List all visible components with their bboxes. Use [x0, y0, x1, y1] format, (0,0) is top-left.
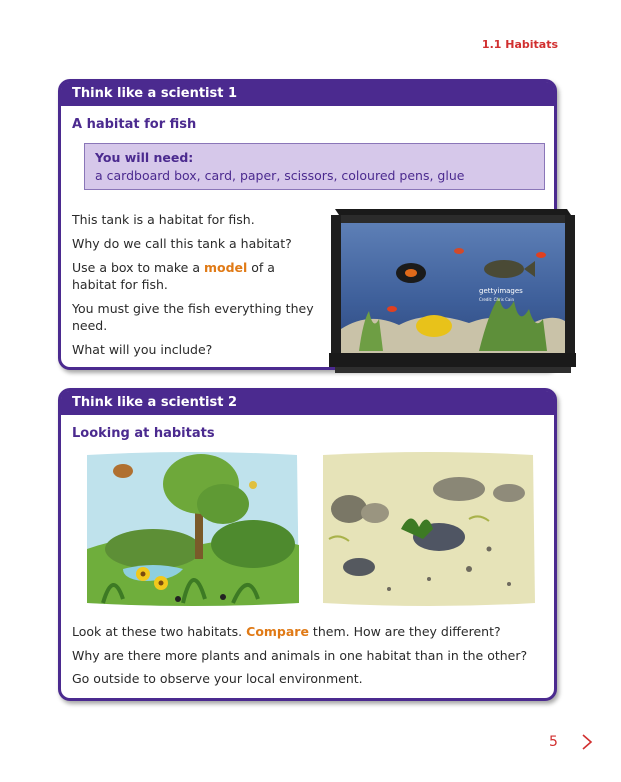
pond-habitat-image [83, 449, 301, 609]
activity-2-line-3: Go outside to observe your local environment. [72, 671, 363, 686]
activity-2-text [72, 623, 527, 694]
activity-1-line-4: You must give the fish everything they need. [72, 301, 314, 333]
activity-2-title: Think like a scientist 2 [61, 391, 554, 415]
habitat-images [83, 449, 539, 609]
image-credit: Credit: Chris Cain [479, 297, 514, 302]
section-tag: 1.1 Habitats [481, 38, 558, 51]
materials-list: a cardboard box, card, paper, scissors, coloured pens, glue [95, 168, 465, 183]
activity-1-line-1: This tank is a habitat for fish. [72, 212, 255, 227]
activity-1-subtitle: A habitat for fish [72, 117, 197, 132]
activity-1-title: Think like a scientist 1 [61, 82, 554, 106]
activity-2-subtitle: Looking at habitats [72, 426, 215, 441]
dry-habitat-image [319, 449, 537, 609]
materials-title: You will need: [95, 150, 194, 165]
activity-box-1 [58, 79, 557, 370]
watermark: gettyimages [479, 287, 523, 295]
activity-1-text [72, 211, 317, 365]
keyword-compare[interactable]: Compare [246, 624, 309, 639]
materials-box [84, 143, 545, 190]
keyword-model[interactable]: model [203, 260, 248, 275]
page-number: 5 [549, 734, 558, 750]
activity-1-line-2: Why do we call this tank a habitat? [72, 236, 292, 251]
line-1-start: Look at these two habitats. [72, 624, 247, 639]
activity-box-2 [58, 388, 557, 701]
activity-2-line-1 [72, 623, 527, 640]
activity-1-line-5: What will you include? [72, 342, 213, 357]
aquarium-image [329, 201, 576, 379]
chevron-right-icon[interactable] [580, 732, 594, 752]
activity-2-line-2: Why are there more plants and animals in one habitat than in the other? [72, 647, 528, 663]
activity-1-line-3 [72, 259, 317, 293]
line-1-end: them. How are they different? [308, 624, 501, 639]
line-3-end: of a habitat for fish. [72, 260, 275, 292]
line-3-start: Use a box to make a [72, 260, 204, 275]
